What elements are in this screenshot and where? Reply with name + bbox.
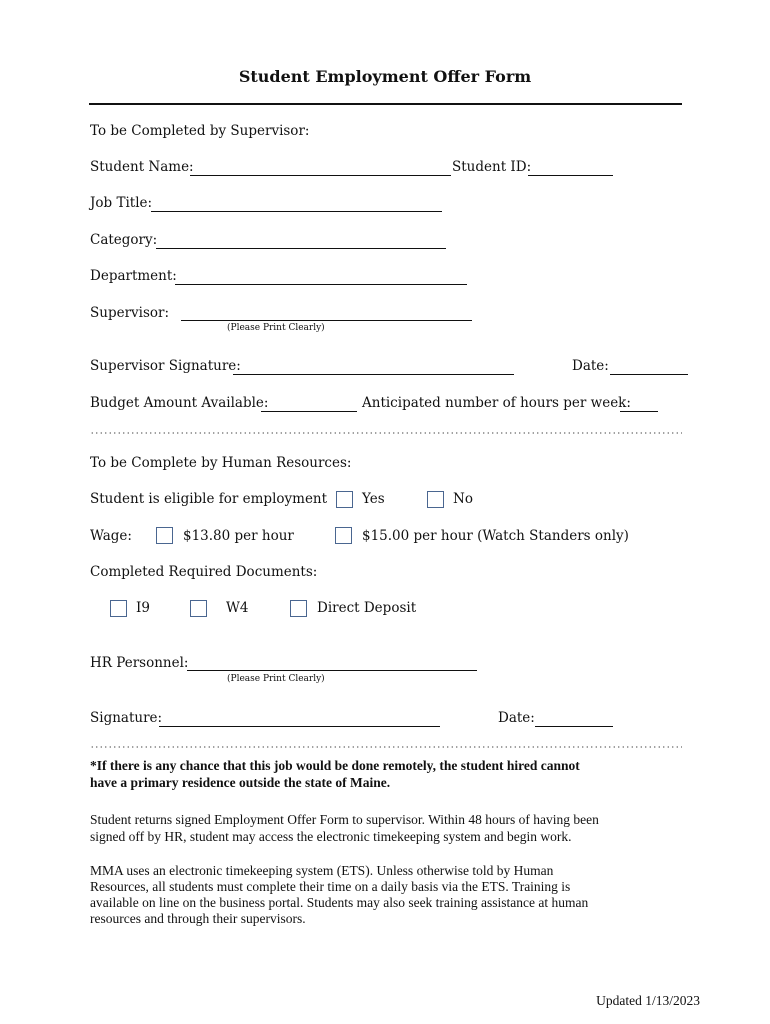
supervisor-date-label: Date:	[572, 358, 609, 374]
hr-date-label: Date:	[498, 710, 535, 726]
category-label: Category:	[90, 232, 158, 248]
department-field[interactable]	[175, 284, 467, 285]
ets-note-line-1: MMA uses an electronic timekeeping system (ETS). Unless otherwise told by Human	[90, 863, 554, 878]
supervisor-section-heading: To be Completed by Supervisor:	[90, 123, 310, 139]
budget-label: Budget Amount Available:	[90, 395, 269, 411]
documents-label: Completed Required Documents:	[90, 564, 318, 580]
job-title-label: Job Title:	[90, 195, 153, 211]
supervisor-date-field[interactable]	[610, 374, 688, 375]
budget-field[interactable]	[261, 411, 357, 412]
eligible-label: Student is eligible for employment	[90, 491, 328, 507]
supervisor-signature-label: Supervisor Signature:	[90, 358, 241, 374]
remote-note-line-1: *If there is any chance that this job would be done remotely, the student hired cannot	[90, 758, 580, 773]
wage-1380-label: $13.80 per hour	[183, 528, 294, 544]
student-name-label: Student Name:	[90, 159, 194, 175]
section-divider-2	[90, 745, 682, 749]
wage-1380-checkbox[interactable]	[156, 527, 173, 544]
ets-note-line-2: Resources, all students must complete their time on a daily basis via the ETS. Training is	[90, 879, 571, 894]
category-field[interactable]	[156, 248, 446, 249]
eligible-yes-label: Yes	[362, 491, 385, 507]
updated-date: Updated 1/13/2023	[596, 993, 700, 1008]
hours-label: Anticipated number of hours per week:	[362, 395, 631, 411]
wage-1500-label: $15.00 per hour (Watch Standers only)	[362, 528, 629, 544]
job-title-field[interactable]	[151, 211, 442, 212]
print-clearly-hint: (Please Print Clearly)	[227, 323, 325, 333]
eligible-yes-checkbox[interactable]	[336, 491, 353, 508]
doc-direct-deposit-label: Direct Deposit	[317, 600, 417, 616]
ets-note-line-4: resources and through their supervisors.	[90, 911, 306, 926]
doc-w4-checkbox[interactable]	[190, 600, 207, 617]
hours-field[interactable]	[620, 411, 658, 412]
remote-note-line-2: have a primary residence outside the state of Maine.	[90, 775, 391, 790]
supervisor-signature-field[interactable]	[233, 374, 514, 375]
student-id-field[interactable]	[528, 175, 613, 176]
doc-direct-deposit-checkbox[interactable]	[290, 600, 307, 617]
hr-date-field[interactable]	[535, 726, 613, 727]
doc-i9-label: I9	[136, 600, 150, 616]
hr-personnel-field[interactable]	[187, 670, 477, 671]
hr-print-clearly-hint: (Please Print Clearly)	[227, 674, 325, 684]
department-label: Department:	[90, 268, 177, 284]
doc-i9-checkbox[interactable]	[110, 600, 127, 617]
wage-1500-checkbox[interactable]	[335, 527, 352, 544]
wage-label: Wage:	[90, 528, 132, 544]
page-title: Student Employment Offer Form	[238, 67, 532, 86]
returns-note-line-1: Student returns signed Employment Offer Form to supervisor. Within 48 hours of having been	[90, 812, 599, 827]
eligible-no-label: No	[453, 491, 473, 507]
supervisor-label: Supervisor:	[90, 305, 170, 321]
eligible-no-checkbox[interactable]	[427, 491, 444, 508]
ets-note-line-3: available on line on the business portal. Students may also seek training assistance at human	[90, 895, 589, 910]
doc-w4-label: W4	[226, 600, 249, 616]
title-rule	[89, 103, 682, 105]
hr-personnel-label: HR Personnel:	[90, 655, 189, 671]
supervisor-field[interactable]	[181, 320, 472, 321]
hr-section-heading: To be Complete by Human Resources:	[90, 455, 352, 471]
hr-signature-field[interactable]	[159, 726, 440, 727]
returns-note-line-2: signed off by HR, student may access the electronic timekeeping system and begin work.	[90, 829, 572, 844]
student-id-label: Student ID:	[452, 159, 532, 175]
hr-signature-label: Signature:	[90, 710, 163, 726]
section-divider	[90, 431, 682, 435]
student-name-field[interactable]	[190, 175, 451, 176]
